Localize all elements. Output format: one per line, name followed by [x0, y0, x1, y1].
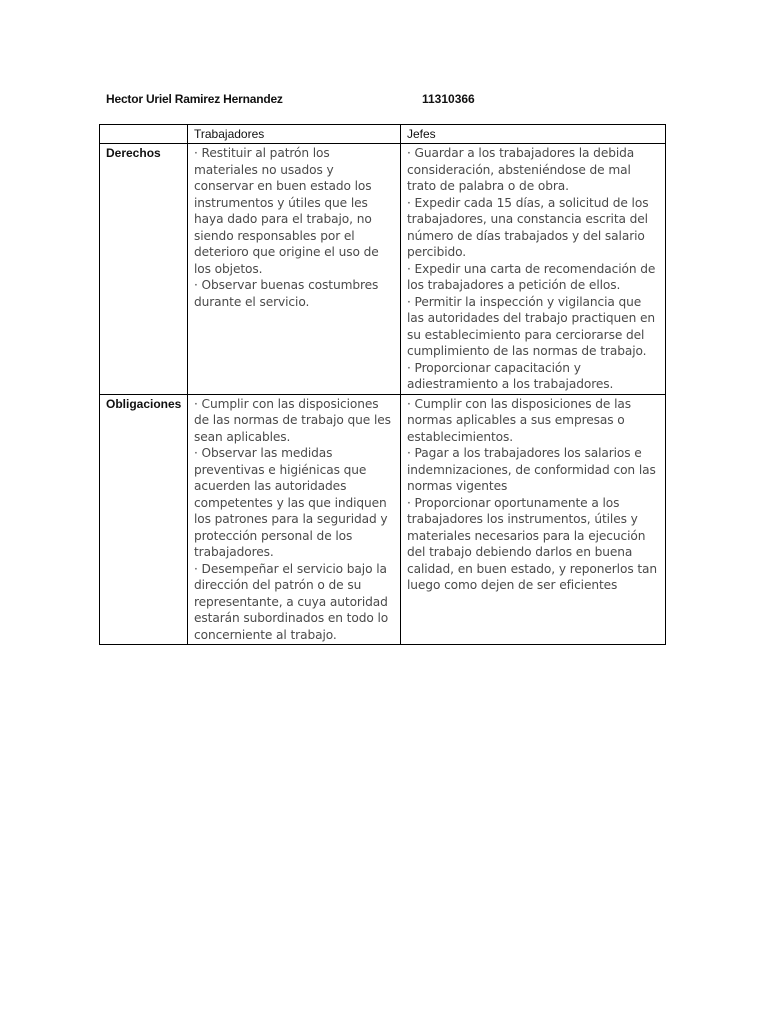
list-item: · Permitir la inspección y vigilancia que las autoridades del trabajo practiquen en su establecimiento para cerciorarse del cumplimiento de las normas de trabajo. — [407, 294, 655, 358]
header-cell-trabajadores: Trabajadores — [188, 125, 401, 144]
list-item: · Cumplir con las disposiciones de las normas de trabajo que les sean aplicables. — [194, 396, 391, 444]
rights-obligations-table — [99, 124, 666, 645]
list-item: · Proporcionar oportunamente a los trabajadores los instrumentos, útiles y materiales necesarios para la ejecución del trabajo debiendo darlos en buena calidad, en buen estado, y reponerlos tan luego como dejen de ser eficientes — [407, 495, 658, 592]
header-cell-jefes: Jefes — [401, 125, 666, 144]
list-item: · Guardar a los trabajadores la debida consideración, absteniéndose de mal trato de palabra o de obra. — [407, 146, 635, 193]
cell-obligaciones-trabajadores — [188, 394, 401, 645]
row-label-derechos: Derechos — [100, 144, 188, 395]
list-item: · Expedir una carta de recomendación de los trabajadores a petición de ellos. — [407, 261, 656, 292]
author-name: Hector Uriel Ramirez Hernandez — [106, 92, 283, 106]
list-item: · Proporcionar capacitación y adiestramiento a los trabajadores. — [407, 360, 614, 391]
list-item: · Pagar a los trabajadores los salarios e indemnizaciones, de conformidad con las normas vigentes — [407, 446, 656, 493]
table-header-row — [100, 125, 666, 144]
cell-derechos-jefes — [401, 144, 666, 395]
list-item: · Restituir al patrón los materiales no usados y conservar en buen estado los instrumentos y útiles que les haya dado para el trabajo, no siendo responsables por el deterioro que origine el uso de los objetos. — [194, 146, 379, 276]
header-cell-empty — [100, 125, 188, 144]
cell-obligaciones-jefes — [401, 394, 666, 645]
cell-derechos-trabajadores — [188, 144, 401, 395]
row-label-obligaciones: Obligaciones — [100, 394, 188, 645]
list-item: · Desempeñar el servicio bajo la dirección del patrón o de su representante, a cuya autoridad estarán subordinados en todo lo concerniente al trabajo. — [194, 561, 389, 642]
list-item: · Observar las medidas preventivas e higiénicas que acuerden las autoridades competentes y las que indiquen los patrones para la seguridad y protección personal de los trabajadores. — [194, 446, 388, 559]
student-id: 11310366 — [422, 92, 475, 106]
list-item: · Expedir cada 15 días, a solicitud de los trabajadores, una constancia escrita del número de días trabajados y del salario percibido. — [407, 195, 649, 259]
list-item: · Cumplir con las disposiciones de las normas aplicables a sus empresas o establecimientos. — [407, 396, 631, 444]
list-item: · Observar buenas costumbres durante el servicio. — [194, 278, 379, 309]
table-row-obligaciones — [100, 394, 666, 645]
table-row-derechos — [100, 144, 666, 395]
